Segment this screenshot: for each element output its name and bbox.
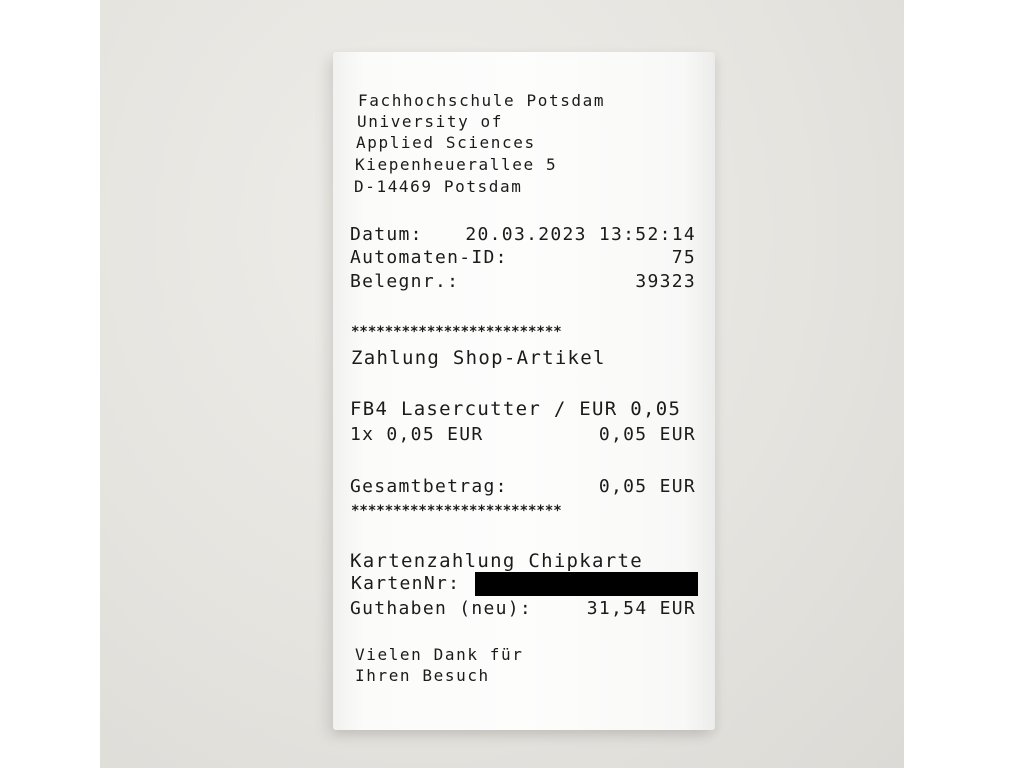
receipt-number-value: 39323 bbox=[635, 271, 696, 292]
total-value: 0,05 EUR bbox=[598, 476, 696, 497]
balance-value: 31,54 EUR bbox=[586, 598, 696, 619]
receipt-number-label: Belegnr.: bbox=[350, 271, 460, 292]
separator-top: ************************* bbox=[351, 324, 562, 340]
card-number-redaction bbox=[475, 572, 698, 596]
machine-id-row bbox=[350, 246, 696, 270]
total-label: Gesamtbetrag: bbox=[350, 476, 508, 497]
footer-visit: Ihren Besuch bbox=[355, 666, 490, 685]
item-row bbox=[350, 423, 696, 447]
issuer-subtitle-2: Applied Sciences bbox=[356, 133, 536, 152]
date-label: Datum: bbox=[350, 224, 423, 245]
footer-thanks: Vielen Dank für bbox=[355, 645, 524, 664]
balance-row bbox=[350, 597, 696, 621]
machine-id-value: 75 bbox=[671, 247, 696, 268]
issuer-subtitle-1: University of bbox=[357, 112, 504, 131]
issuer-street: Kiepenheuerallee 5 bbox=[355, 155, 558, 174]
item-qty: 1x 0,05 EUR bbox=[350, 424, 484, 445]
receipt-number-row bbox=[350, 270, 696, 294]
payment-title: Zahlung Shop-Artikel bbox=[351, 347, 606, 369]
date-value: 20.03.2023 13:52:14 bbox=[465, 224, 696, 245]
item-name: FB4 Lasercutter / EUR 0,05 bbox=[350, 398, 682, 420]
total-row bbox=[350, 475, 696, 499]
issuer-city: D-14469 Potsdam bbox=[354, 177, 523, 196]
item-line-total: 0,05 EUR bbox=[598, 424, 696, 445]
machine-id-label: Automaten-ID: bbox=[350, 247, 508, 268]
issuer-name: Fachhochschule Potsdam bbox=[358, 91, 606, 110]
card-payment-method: Kartenzahlung Chipkarte bbox=[350, 550, 643, 572]
date-row bbox=[350, 223, 696, 247]
separator-bottom: ************************* bbox=[351, 503, 562, 519]
card-number-label: KartenNr: bbox=[351, 573, 461, 594]
balance-label: Guthaben (neu): bbox=[350, 598, 533, 619]
